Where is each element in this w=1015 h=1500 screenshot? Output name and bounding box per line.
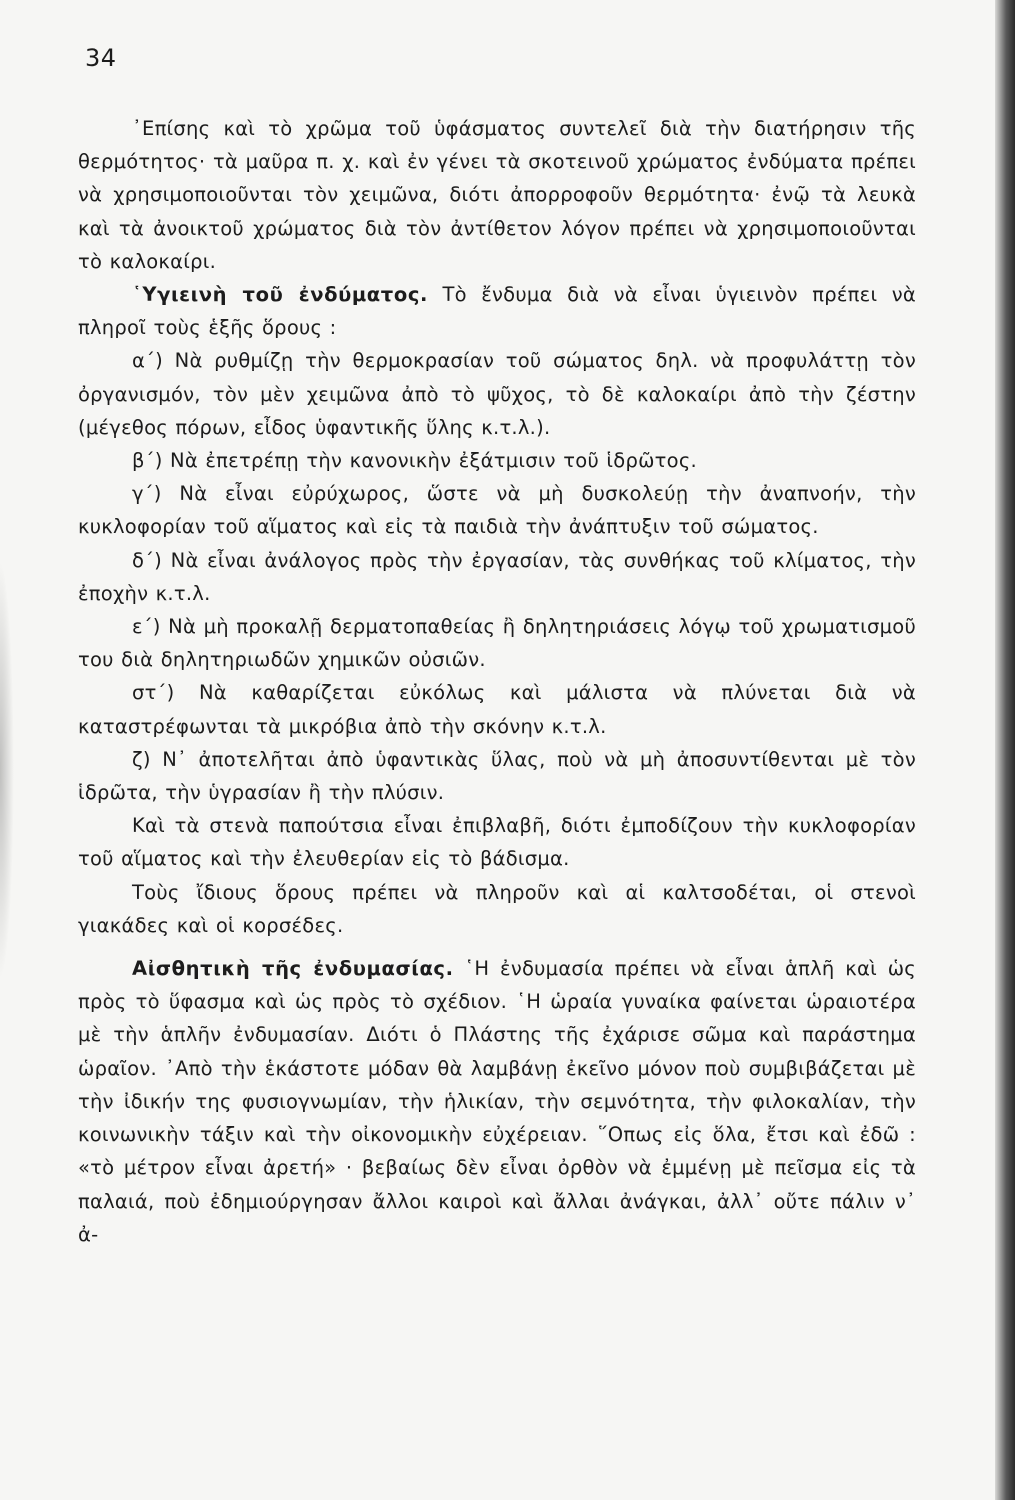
paragraph-color: ᾿Επίσης καὶ τὸ χρῶμα τοῦ ὑφάσματος συντελεῖ διὰ τὴν διατήρησιν τῆς θερμότητος· τὰ μαῦρα π. χ. καὶ ἐν γένει τὰ σκοτεινοῦ χρώματος ἐνδύματα πρέπει νὰ χρησιμοποιοῦνται τὸν χειμῶνα, διότι ἀπορροφοῦν θερμότητα· ἐνῷ τὰ λευκὰ καὶ τὰ ἀνοικτοῦ χρώματος διὰ τὸν ἀντίθετον λόγον πρέπει νὰ χρησιμοποιοῦνται τὸ καλοκαίρι. <box>78 117 916 273</box>
list-item-a: α΄) Νὰ ρυθμίζῃ τὴν θερμοκρασίαν τοῦ σώματος δηλ. νὰ προφυλάττῃ τὸν ὀργανισμόν, τὸν μὲν χειμῶνα ἀπὸ τὸ ψῦχος, τὸ δὲ καλοκαίρι ἀπὸ τὴν ζέστην (μέγεθος πόρων, εἶδος ὑφαντικῆς ὕλης κ.τ.λ.). <box>78 349 916 439</box>
list-item-e: ε΄) Νὰ μὴ προκαλῇ δερματοπαθείας ἢ δηλητηριάσεις λόγῳ τοῦ χρωματισμοῦ του διὰ δηλητηριωδῶν χημικῶν οὐσιῶν. <box>78 615 916 672</box>
paragraph-hygiene <box>78 278 916 344</box>
page-body <box>78 112 916 1251</box>
paragraph-hygiene-text: Τὸ ἔνδυμα διὰ νὰ εἶναι ὑγιεινὸν πρέπει νὰ πληροῖ τοὺς ἑξῆς ὅρους : <box>78 283 916 340</box>
paragraph-aesthetics-text: ῾Η ἐνδυμασία πρέπει νὰ εἶναι ἁπλῆ καὶ ὡς πρὸς τὸ ὕφασμα καὶ ὡς πρὸς τὸ σχέδιον. ῾Η ὡραία γυναίκα φαίνεται ὡραιοτέρα μὲ τὴν ἁπλῆν ἐνδυμασίαν. Διότι ὁ Πλάστης τῆς ἐχάρισε σῶμα καὶ παράστημα ὡραῖον. ᾿Απὸ τὴν ἑκάστοτε μόδαν θὰ λαμβάνῃ ἐκεῖνο μόνον ποὺ συμβιβάζεται μὲ τὴν ἰδικήν της φυσιογνωμίαν, τὴν ἡλικίαν, τὴν σεμνότητα, τὴν φιλοκαλίαν, τὴν κοινωνικὴν τάξιν καὶ τὴν οἰκονομικὴν εὐχέρειαν. ῞Οπως εἰς ὅλα, ἔτσι καὶ ἐδῶ : «τὸ μέτρον εἶναι ἀρετή» · βεβαίως δὲν εἶναι ὀρθὸν νὰ ἐμμένῃ μὲ πεῖσμα εἰς τὰ παλαιά, ποὺ ἐδημιούργησαν ἄλλοι καιροὶ καὶ ἄλλαι ἀνάγκαι, ἀλλ᾿ οὔτε πάλιν ν᾿ ἀ- <box>78 957 916 1246</box>
page-shadow <box>0 560 14 980</box>
list-item-b: β΄) Νὰ ἐπετρέπῃ τὴν κανονικὴν ἐξάτμισιν τοῦ ἱδρῶτος. <box>132 449 697 473</box>
section-heading-hygiene: ῾Υγιεινὴ τοῦ ἐνδύματος. <box>132 283 429 307</box>
list-item-z: ζ) Ν᾿ ἀποτελῆται ἀπὸ ὑφαντικὰς ὕλας, ποὺ νὰ μὴ ἀποσυντίθενται μὲ τὸν ἱδρῶτα, τὴν ὑγρασίαν ἢ τὴν πλύσιν. <box>78 747 916 805</box>
list-item-d: δ΄) Νὰ εἶναι ἀνάλογος πρὸς τὴν ἐργασίαν, τὰς συνθήκας τοῦ κλίματος, τὴν ἐποχὴν κ.τ.λ. <box>78 548 916 605</box>
paragraph-aesthetics <box>78 952 916 1251</box>
paragraph-shoes: Καὶ τὰ στενὰ παπούτσια εἶναι ἐπιβλαβῆ, διότι ἐμποδίζουν τὴν κυκλοφορίαν τοῦ αἵματος καὶ τὴν ἐλευθερίαν εἰς τὸ βάδισμα. <box>78 814 916 871</box>
list-item-st: στ΄) Νὰ καθαρίζεται εὐκόλως καὶ μάλιστα νὰ πλύνεται διὰ νὰ καταστρέφωνται τὰ μικρόβια ἀπὸ τὴν σκόνην κ.τ.λ. <box>78 681 916 738</box>
section-heading-aesthetics: Αἰσθητικὴ τῆς ἐνδυμασίας. <box>132 957 454 981</box>
book-binding-edge <box>995 0 1015 1500</box>
paragraph-garters: Τοὺς ἴδιους ὅρους πρέπει νὰ πληροῦν καὶ αἱ καλτσοδέται, οἱ στενοὶ γιακάδες καὶ οἱ κορσέδες. <box>78 880 916 937</box>
list-item-c: γ΄) Νὰ εἶναι εὐρύχωρος, ὥστε νὰ μὴ δυσκολεύῃ τὴν ἀναπνοήν, τὴν κυκλοφορίαν τοῦ αἵματος καὶ εἰς τὰ παιδιὰ τὴν ἀνάπτυξιν τοῦ σώματος. <box>78 482 916 539</box>
page-number: 34 <box>85 44 117 72</box>
